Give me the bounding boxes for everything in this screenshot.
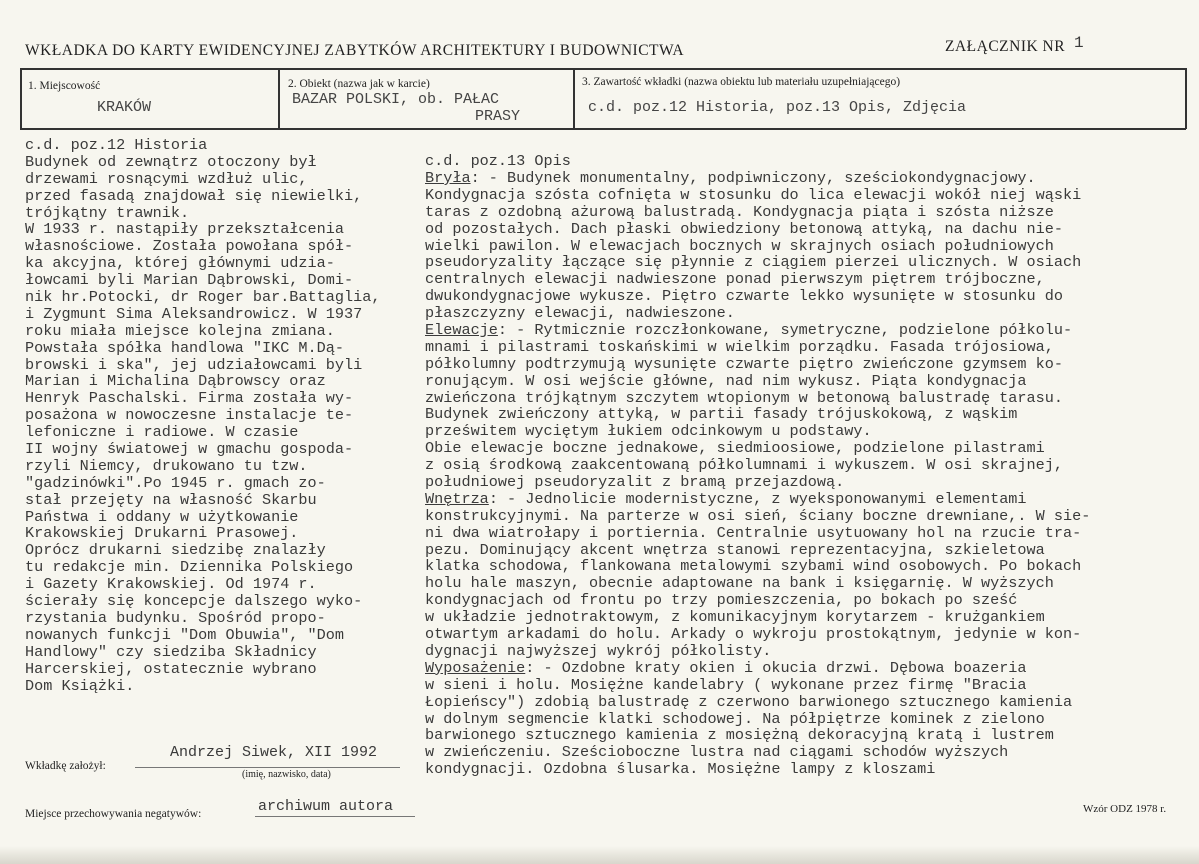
section-heading: Wyposażenie: [425, 658, 526, 677]
description-line: [425, 677, 1090, 694]
history-line: ka akcyjna, której głównymi udzia-: [25, 254, 335, 273]
description-text: Łopieńscy") zdobią balustradę z czerwono barwionego sztucznego kamienia: [425, 692, 1073, 711]
history-line: nik hr.Potocki, dr Roger bar.Battaglia,: [25, 288, 381, 307]
description-text: : - Jednolicie modernistyczne, z wyeksponowanymi elementami: [488, 489, 1027, 508]
description-text: wielki pawilon. W elewacjach bocznych w skrajnych osiach południowych: [425, 236, 1054, 255]
description-line: [425, 575, 1090, 592]
history-line: łowcami byli Marian Dąbrowski, Domi-: [25, 271, 354, 290]
history-line: Państwa i oddany w użytkowanie: [25, 507, 299, 526]
description-text: Budynek zwieńczony attyką, w partii fasady trójuskokową, z wąskim: [425, 405, 1018, 424]
description-line: [425, 609, 1090, 626]
description-line: [425, 339, 1090, 356]
description-text: od pozostałych. Dach płaski obwiedziony betonową attyką, na dachu nie-: [425, 219, 1063, 238]
description-text: w dolnym segmencie klatki schodowej. Na półpiętrze kominek z zielono: [425, 709, 1045, 728]
description-text: klatka schodowa, flankowana metalowymi szybami wind osobowych. Po bokach: [425, 557, 1082, 576]
description-line: [425, 423, 1090, 440]
description-line: [425, 221, 1090, 238]
object-value-line2: PRASY: [475, 108, 521, 125]
header-right-border: [1185, 68, 1187, 129]
history-line: przed fasadą znajdował się niewielki,: [25, 186, 363, 205]
description-line: [425, 187, 1090, 204]
history-line: Handlowy" czy siedziba Składnicy: [25, 642, 317, 661]
description-text: Obie elewacje boczne jednakowe, siedmioosiowe, podzielone pilastrami: [425, 439, 1045, 458]
description-text: : - Rytmicznie rozczłonkowane, symetryczne, podzielone półkolu-: [497, 321, 1073, 340]
history-line: Krakowskiej Drukarni Prasowej.: [25, 524, 299, 543]
description-text: prześwitem wyciętym łukiem odcinkowym u podstawy.: [425, 422, 872, 441]
header-left-border: [20, 68, 22, 129]
locality-value: KRAKÓW: [97, 99, 152, 116]
history-line: lefoniczne i radiowe. W czasie: [25, 423, 299, 442]
history-line: i Gazety Krakowskiej. Od 1974 r.: [25, 575, 317, 594]
description-line: [425, 474, 1090, 491]
description-text: otwartym arkadami do holu. Arkady o wykroju prostokątnym, jedynie w kon-: [425, 625, 1082, 644]
history-line: stał przejęty na własność Skarbu: [25, 490, 317, 509]
description-line: [425, 356, 1090, 373]
history-line: nowanych funkcji "Dom Obuwia", "Dom: [25, 625, 344, 644]
description-line: [425, 440, 1090, 457]
history-line: Oprócz drukarni siedzibę znalazły: [25, 541, 326, 560]
history-line: Dom Książki.: [25, 676, 135, 695]
right-column-text: [425, 170, 1090, 778]
description-line: [425, 542, 1090, 559]
history-line: Powstała spółka handlowa "IKC M.Dą-: [25, 338, 344, 357]
description-text: ni dwa wiatrołapy i portiernia. Centralnie usytuowany hol na rzucie tra-: [425, 523, 1082, 542]
field-divider-2: [573, 68, 575, 129]
section-heading: Elewacje: [425, 321, 498, 340]
description-text: dygnacji najwyższej wykrój półkolisty.: [425, 641, 772, 660]
description-line: [425, 694, 1090, 711]
description-line: [425, 322, 1090, 339]
description-text: holu hale maszyn, obecnie adaptowane na bank i księgarnię. W wyższych: [425, 574, 1054, 593]
description-line: [425, 626, 1090, 643]
description-line: [425, 761, 1090, 778]
description-line: [425, 254, 1090, 271]
description-line: [425, 288, 1090, 305]
history-line: ścierały się koncepcje dalszego wyko-: [25, 592, 363, 611]
contents-value: c.d. poz.12 Historia, poz.13 Opis, Zdjęcia: [588, 99, 967, 116]
object-label: 2. Obiekt (nazwa jak w karcie): [288, 78, 430, 90]
description-text: pezu. Dominujący akcent wnętrza stanowi reprezentacyjna, szkieletowa: [425, 540, 1045, 559]
description-line: [425, 508, 1090, 525]
description-text: płaszczyzny elewacji, nadwieszone.: [425, 304, 735, 323]
history-line: i Zygmunt Sima Aleksandrowicz. W 1937: [25, 304, 363, 323]
description-text: konstrukcyjnymi. Na parterze w osi sień, ściany boczne drewniane,. W sie-: [425, 506, 1091, 525]
description-line: [425, 643, 1090, 660]
description-text: : - Ozdobne kraty okien i okucia drzwi. Dębowa boazeria: [525, 658, 1027, 677]
description-text: : - Budynek monumentalny, podpiwniczony, sześciokondygnacjowy.: [470, 169, 1036, 187]
history-line: II wojny światowej w gmachu gospoda-: [25, 440, 354, 459]
description-line: [425, 525, 1090, 542]
section-heading: Bryła: [425, 169, 471, 187]
history-line: c.d. poz.12 Historia: [25, 136, 208, 154]
description-text: w sieni i holu. Mosiężne kandelabry ( wykonane przez firmę "Bracia: [425, 675, 1027, 694]
right-column-heading: c.d. poz.13 Opis: [425, 152, 571, 170]
founded-hint: (imię, nazwisko, data): [242, 769, 331, 780]
attachment-number: 1: [1074, 34, 1084, 52]
description-text: zwieńczona trójkątnym szczytem wtopionym w betonową balustradę tarasu.: [425, 388, 1063, 407]
history-line: własnościowe. Została powołana spół-: [25, 237, 354, 256]
history-line: rzystania budynku. Spośród propo-: [25, 608, 326, 627]
attachment-label: ZAŁĄCZNIK NR: [945, 38, 1066, 55]
history-line: Henryk Paschalski. Firma została wy-: [25, 389, 354, 408]
description-text: kondygnacjach od frontu po trzy pomieszczenia, po bokach po sześć: [425, 591, 1018, 610]
history-line: browski i ska", jej udziałowcami byli: [25, 355, 363, 374]
description-line: [425, 238, 1090, 255]
description-line: [425, 406, 1090, 423]
locality-label: 1. Miejscowość: [28, 80, 101, 92]
description-text: taras z ozdobną ażurową balustradą. Kondygnacja piąta i szósta niższe: [425, 202, 1054, 221]
description-text: półkolumny podtrzymują wysunięte czwarte piętro zwieńczone gzymsem ko-: [425, 354, 1063, 373]
form-code: Wzór ODZ 1978 r.: [1083, 803, 1167, 815]
description-text: centralnych elewacji nadwieszone ponad pierwszym piętrem trójboczne,: [425, 270, 1045, 289]
negatives-underline: [255, 816, 415, 817]
description-text: południowej pseudoryzalit z bramą przejazdową.: [425, 473, 845, 492]
description-line: [425, 491, 1090, 508]
negatives-value: archiwum autora: [258, 798, 394, 815]
history-line: Budynek od zewnątrz otoczony był: [25, 152, 317, 171]
form-title: WKŁADKA DO KARTY EWIDENCYJNEJ ZABYTKÓW ARCHITEKTURY I BUDOWNICTWA: [25, 42, 685, 59]
field-divider-1: [278, 68, 280, 129]
negatives-label: Miejsce przechowywania negatywów:: [25, 808, 202, 820]
founded-label: Wkładkę założył:: [25, 760, 106, 772]
description-line: [425, 711, 1090, 728]
history-line: posażona w nowoczesne instalacje te-: [25, 406, 354, 425]
header-bottom-rule: [20, 128, 1186, 130]
history-line: Marian i Michalina Dąbrowscy oraz: [25, 372, 326, 391]
description-line: [425, 457, 1090, 474]
founded-value: Andrzej Siwek, XII 1992: [170, 744, 378, 761]
header-top-rule: [20, 68, 1186, 70]
history-line: "gadzinówki".Po 1945 r. gmach zo-: [25, 473, 326, 492]
description-text: w zwieńczeniu. Sześcioboczne lustra nad ciągami schodów wyższych: [425, 743, 1009, 762]
left-column-text: [25, 137, 380, 694]
history-line: rzyli Niemcy, drukowano tu tzw.: [25, 456, 308, 475]
description-line: [425, 170, 1090, 187]
contents-label: 3. Zawartość wkładki (nazwa obiektu lub materiału uzupełniającego): [582, 76, 901, 88]
description-text: w układzie jednotraktowym, z komunikacyjnym korytarzem - krużgankiem: [425, 608, 1045, 627]
history-line: drzewami rosnącymi wzdłuż ulic,: [25, 169, 308, 188]
history-line: W 1933 r. nastąpiły przekształcenia: [25, 220, 344, 239]
description-line: [425, 271, 1090, 288]
description-text: mnami i pilastrami toskańskimi w wielkim porządku. Fasada trójosiowa,: [425, 337, 1054, 356]
history-line: Harcerskiej, ostatecznie wybrano: [25, 659, 317, 678]
description-line: [425, 727, 1090, 744]
description-text: pseudoryzality łączące się płynnie z ciągiem pierzei ulicznych. W osiach: [425, 253, 1082, 272]
description-line: [425, 660, 1090, 677]
description-line: [425, 390, 1090, 407]
description-line: [425, 558, 1090, 575]
history-line: roku miała miejsce kolejna zmiana.: [25, 321, 335, 340]
description-text: kondygnacji. Ozdobna ślusarka. Mosiężne lampy z kloszami: [425, 760, 936, 779]
description-line: [425, 373, 1090, 390]
description-line: [425, 592, 1090, 609]
page-bottom-edge: [0, 846, 1199, 864]
description-line: [425, 744, 1090, 761]
description-line: [425, 204, 1090, 221]
history-line: tu redakcje min. Dziennika Polskiego: [25, 558, 354, 577]
description-text: ronującym. W osi wejście główne, nad nim wykusz. Piąta kondygnacja: [425, 371, 1027, 390]
founded-underline: [135, 767, 400, 768]
description-text: Kondygnacja szósta cofnięta w stosunku do lica elewacji wokół niej wąski: [425, 185, 1082, 204]
object-value-line1: BAZAR POLSKI, ob. PAŁAC: [292, 91, 500, 108]
description-line: [425, 305, 1090, 322]
section-heading: Wnętrza: [425, 489, 489, 508]
description-text: barwionego sztucznego kamienia z mosiężną dekoracyjną kratą i lustrem: [425, 726, 1054, 745]
history-line: trójkątny trawnik.: [25, 203, 190, 222]
description-text: z osią środkową zaakcentowaną półkolumnami i wykuszem. W osi skrajnej,: [425, 456, 1063, 475]
description-text: dwukondygnacjowe wykusze. Piętro czwarte lekko wysunięte w stosunku do: [425, 287, 1063, 306]
